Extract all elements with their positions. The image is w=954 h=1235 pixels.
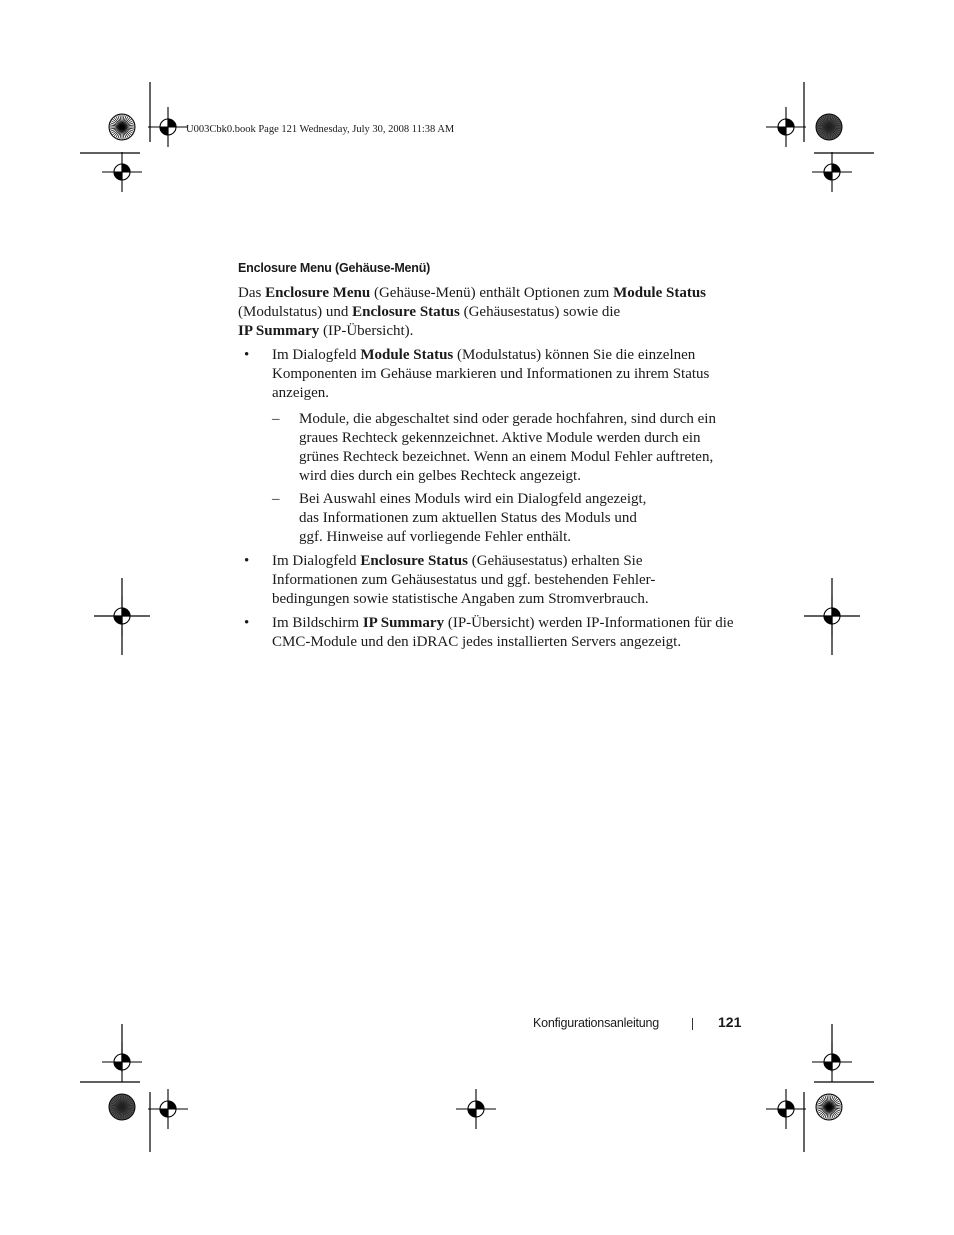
registration-crosshair-icon (812, 152, 852, 192)
bullet-mark: • (244, 553, 250, 569)
list-item: Im Bildschirm IP Summary (IP-Übersicht) werden IP-Informationen für die CMC-Module und den iDRAC jedes installierten Servers angezeigt. (272, 615, 734, 650)
footer-label: Konfigurationsanleitung (533, 1016, 660, 1030)
registration-starburst-icon (109, 1094, 135, 1120)
registration-starburst-icon (816, 114, 842, 140)
registration-crosshair-icon (766, 107, 806, 147)
registration-crosshair-icon (148, 1089, 188, 1129)
sub-list-item: Bei Auswahl eines Moduls wird ein Dialogfeld angezeigt, das Informationen zum aktuellen Status des Moduls und ggf. Hinweise auf vorliegende Fehler enthält. (299, 491, 647, 545)
registration-starburst-icon (109, 114, 135, 140)
dash-mark: – (272, 491, 280, 507)
footer-separator (692, 1018, 693, 1030)
registration-crosshair-icon (102, 596, 142, 636)
registration-crosshair-icon (766, 1089, 806, 1129)
registration-crosshair-icon (102, 1042, 142, 1082)
bullet-mark: • (244, 347, 250, 363)
intro-paragraph: Das Enclosure Menu (Gehäuse-Menü) enthält Optionen zum Module Status (Modulstatus) und Enclosure Status (Gehäusestatus) sowie die IP Summary (IP-Übersicht). (238, 285, 707, 339)
registration-crosshair-icon (812, 1042, 852, 1082)
sub-list-item: Module, die abgeschaltet sind oder gerade hochfahren, sind durch ein graues Rechteck gekennzeichnet. Aktive Module werden durch ein grünes Rechteck bezeichnet. Wenn an einem Modul Fehler auftreten, wird dies durch ein gelbes Rechteck angezeigt. (299, 411, 716, 484)
section-heading: Enclosure Menu (Gehäuse-Menü) (238, 261, 431, 275)
registration-starburst-icon (816, 1094, 842, 1120)
registration-crosshair-icon (456, 1089, 496, 1129)
registration-crosshair-icon (812, 596, 852, 636)
registration-crosshair-icon (148, 107, 188, 147)
registration-crosshair-icon (102, 152, 142, 192)
print-header-line: U003Cbk0.book Page 121 Wednesday, July 30, 2008 11:38 AM (186, 124, 455, 135)
list-item: Im Dialogfeld Enclosure Status (Gehäusestatus) erhalten Sie Informationen zum Gehäusestatus und ggf. bestehenden Fehler-bedingungen sowie statistische Angaben zum Stromverbrauch. (272, 553, 656, 607)
page-number: 121 (718, 1014, 742, 1030)
bullet-mark: • (244, 615, 250, 631)
list-item: Im Dialogfeld Module Status (Modulstatus) können Sie die einzelnen Komponenten im Gehäuse markieren und Informationen zu ihrem Status anzeigen. (272, 347, 710, 401)
dash-mark: – (272, 411, 280, 427)
